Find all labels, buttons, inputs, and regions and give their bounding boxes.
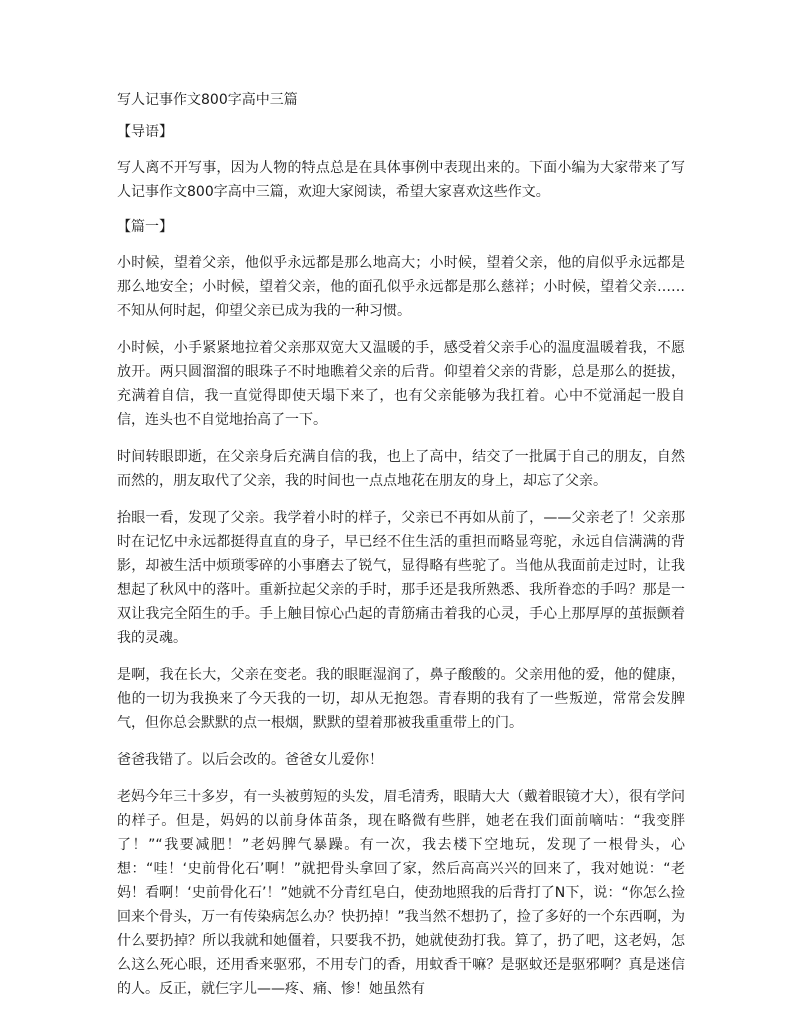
body-paragraph-7: 老妈今年三十多岁，有一头被剪短的头发，眉毛清秀，眼睛大大（戴着眼镜才大），很有学问的样子。但是，妈妈的以前身体苗条，现在略微有些胖，她老在我们面前嘀咕：“我变胖了！”“我要减肥！”老妈脾气暴躁。有一次，我去楼下空地玩，发现了一根骨头，心想：“哇！‘史前骨化石’啊！”就把骨头拿回了家，然后高高兴兴的回来了，我对她说：“老妈！看啊！‘史前骨化石’！”她就不分青红皂白，使劲地照我的后背打了N下，说：“你怎么捡回来个骨头，万一有传染病怎么办？快扔掉！”我当然不想扔了，捡了多好的一个东西啊，为什么要扔掉？所以我就和她僵着，只要我不扔，她就使劲打我。算了，扔了吧，这老妈，怎么这么死心眼，还用香来驱邪，不用专门的香，用蚊香干嘛？是驱蚊还是驱邪啊？真是迷信的人。反正，就仨字儿——疼、痛、惨！她虽然有 [117,789,685,997]
body-paragraph-1: 小时候，望着父亲，他似乎永远都是那么地高大；小时候，望着父亲，他的肩似乎永远都是那么地安全；小时候，望着父亲，他的面孔似乎永远都是那么慈祥；小时候，望着父亲……不知从何时起，仰望父亲已成为我的一种习惯。 [117,255,685,319]
document-page [117,90,685,1014]
document-title: 写人记事作文800字高中三篇 [117,92,298,108]
guide-heading: 【导语】 [117,124,173,140]
body-paragraph-3: 时间转眼即逝，在父亲身后充满自信的我，也上了高中，结交了一批属于自己的朋友，自然而然的，朋友取代了父亲，我的时间也一点点地花在朋友的身上，却忘了父亲。 [117,449,685,489]
body-paragraph-5: 是啊，我在长大，父亲在变老。我的眼眶湿润了，鼻子酸酸的。父亲用他的爱，他的健康，他的一切为我换来了今天我的一切，却从无抱怨。青春期的我有了一些叛逆，常常会发脾气，但你总会默默的点一根烟，默默的望着那被我重重带上的门。 [117,667,685,731]
guide-paragraph: 写人离不开写事，因为人物的特点总是在具体事例中表现出来的。下面小编为大家带来了写人记事作文800字高中三篇，欢迎大家阅读，希望大家喜欢这些作文。 [117,160,685,200]
body-paragraph-4: 抬眼一看，发现了父亲。我学着小时的样子，父亲已不再如从前了，——父亲老了！父亲那时在记忆中永远都挺得直直的身子，早已经不住生活的重担而略显弯驼，永远自信满满的背影，却被生活中烦琐零碎的小事磨去了锐气，显得略有些驼了。当他从我面前走过时，让我想起了秋风中的落叶。重新拉起父亲的手时，那手还是我所熟悉、我所眷恋的手吗？那是一双让我完全陌生的手。手上触目惊心凸起的青筋痛击着我的心灵，手心上那厚厚的茧振颤着我的灵魂。 [117,510,685,646]
body-paragraph-6: 爸爸我错了。以后会改的。爸爸女儿爱你！ [117,752,383,768]
body-paragraph-2: 小时候，小手紧紧地拉着父亲那双宽大又温暖的手，感受着父亲手心的温度温暖着我，不愿放开。两只圆溜溜的眼珠子不时地瞧着父亲的后背。仰望着父亲的背影，总是那么的挺拔，充满着自信，我一直觉得即使天塌下来了，也有父亲能够为我扛着。心中不觉涌起一股自信，连头也不自觉地抬高了一下。 [117,340,685,428]
section-heading: 【篇一】 [117,219,173,235]
